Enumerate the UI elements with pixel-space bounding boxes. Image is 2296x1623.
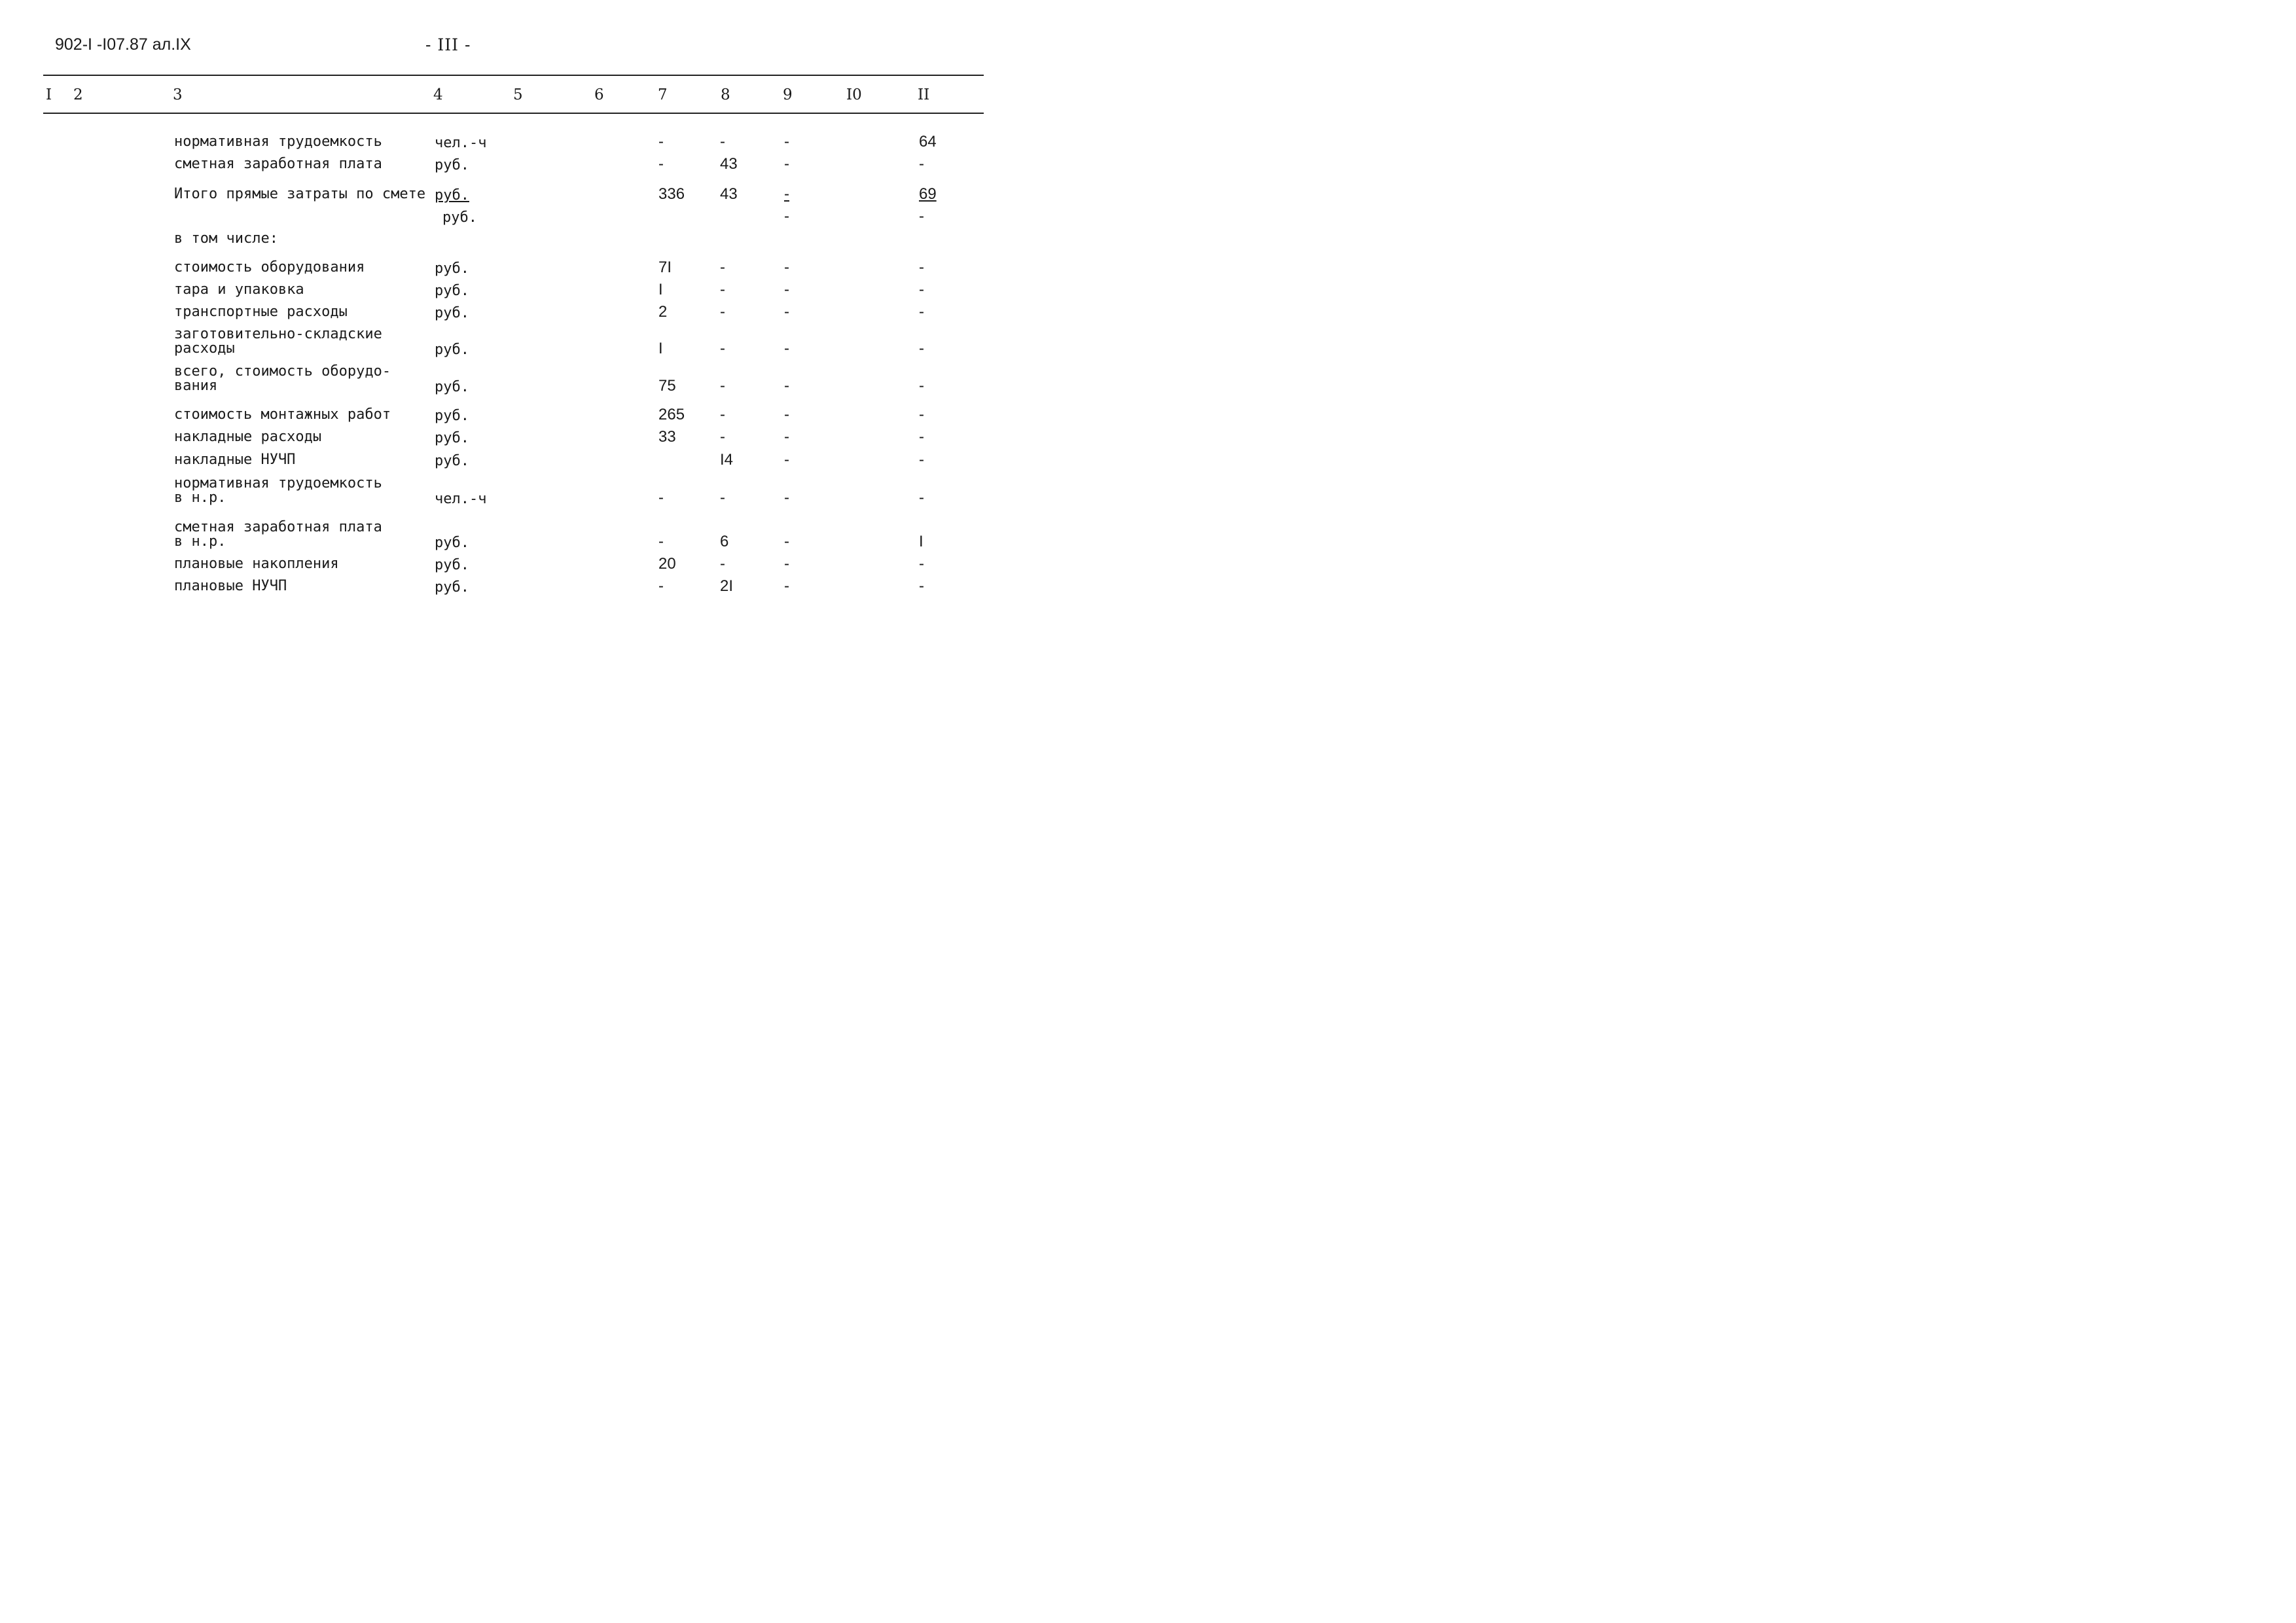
row-description: [174, 305, 348, 319]
row-description: [174, 453, 295, 467]
row-unit: руб.: [442, 209, 477, 226]
row-value-col7: -: [658, 155, 664, 173]
row-description-line: накладные НУЧП: [174, 452, 296, 468]
row-value-col11: -: [919, 406, 924, 423]
row-value-col7: -: [658, 577, 664, 595]
row-description-line: сметная заработная плата: [174, 156, 382, 172]
row-value-col7: -: [658, 133, 664, 151]
row-description-line: плановые НУЧП: [174, 578, 287, 594]
column-number-10: I0: [846, 86, 862, 103]
row-value-col11: -: [919, 489, 924, 507]
document-code: 902-I -I07.87 ал.IX: [55, 35, 191, 54]
row-value-col8: 2I: [720, 577, 734, 595]
row-value-col9: -: [784, 577, 789, 595]
row-value-col7: 33: [658, 428, 676, 446]
row-description-line: расходы: [174, 340, 235, 357]
column-number-1: I: [46, 86, 52, 103]
row-value-col8: -: [720, 133, 725, 151]
row-value-col9: -: [784, 259, 789, 276]
row-value-col8: -: [720, 489, 725, 507]
row-unit: руб.: [435, 430, 469, 446]
column-number-6: 6: [594, 86, 604, 103]
row-value-col7: I: [658, 340, 663, 357]
row-description: [174, 579, 287, 594]
row-value-col11: -: [919, 207, 924, 225]
row-description-line: плановые накопления: [174, 556, 339, 572]
row-unit: руб.: [435, 379, 469, 395]
row-value-col11: -: [919, 281, 924, 298]
row-value-col8: I4: [720, 451, 734, 469]
row-description-line: всего, стоимость оборудо-: [174, 363, 391, 380]
row-description-line: в н.р.: [174, 490, 226, 506]
row-description-line: заготовительно-складские: [174, 326, 382, 342]
row-value-col9: -: [784, 340, 789, 357]
row-unit: руб.: [435, 579, 469, 596]
row-value-col8: -: [720, 555, 725, 573]
row-value-col7: 20: [658, 555, 676, 573]
row-value-col8: -: [720, 303, 725, 321]
column-number-5: 5: [513, 86, 523, 103]
row-value-col7: -: [658, 489, 664, 507]
row-description: [174, 187, 425, 202]
row-value-col8: -: [720, 428, 725, 446]
row-value-col8: -: [720, 281, 725, 298]
row-description: [174, 557, 339, 571]
row-value-col11: I: [919, 533, 924, 550]
row-value-col8: 43: [720, 155, 738, 173]
row-unit: руб.: [435, 305, 469, 321]
row-description: [174, 135, 382, 149]
row-description: [174, 430, 321, 444]
row-value-col11: -: [919, 577, 924, 595]
row-value-col7: 2: [658, 303, 668, 321]
row-unit: руб.: [435, 453, 469, 469]
row-unit: руб.: [435, 535, 469, 551]
row-value-col8: -: [720, 340, 725, 357]
column-number-8: 8: [721, 86, 730, 103]
row-unit: руб.: [435, 157, 469, 173]
row-value-col9: -: [784, 377, 789, 395]
row-value-col9: -: [784, 533, 789, 550]
row-description-line: Итого прямые затраты по смете: [174, 186, 426, 202]
row-description-line: стоимость монтажных работ: [174, 406, 391, 423]
row-value-col8: 43: [720, 185, 738, 203]
row-value-col11: -: [919, 340, 924, 357]
table-top-rule: [43, 75, 984, 76]
row-value-col11: 69: [919, 185, 937, 203]
column-number-4: 4: [433, 86, 443, 103]
row-description: [174, 232, 278, 246]
row-description-line: нормативная трудоемкость: [174, 134, 382, 150]
row-unit: руб.: [435, 260, 469, 277]
row-unit: руб.: [435, 342, 469, 358]
row-value-col9: -: [784, 406, 789, 423]
row-unit: чел.-ч: [435, 491, 487, 507]
row-value-col9: -: [784, 555, 789, 573]
row-value-col9: -: [784, 428, 789, 446]
row-description-line: сметная заработная плата: [174, 519, 382, 535]
row-description-line: вания: [174, 378, 218, 394]
row-value-col11: 64: [919, 133, 937, 151]
row-description-line: в н.р.: [174, 533, 226, 550]
row-description: [174, 327, 382, 356]
column-number-7: 7: [658, 86, 668, 103]
row-value-col11: -: [919, 451, 924, 469]
row-description: [174, 365, 391, 393]
row-value-col9: -: [784, 489, 789, 507]
row-description: [174, 260, 365, 275]
row-description-line: тара и упаковка: [174, 281, 304, 298]
row-value-col11: -: [919, 428, 924, 446]
row-value-col11: -: [919, 303, 924, 321]
row-value-col8: -: [720, 377, 725, 395]
row-description-line: стоимость оборудования: [174, 259, 365, 276]
row-value-col7: 336: [658, 185, 685, 203]
row-description: [174, 157, 382, 171]
row-description: [174, 520, 382, 549]
row-unit: руб.: [435, 187, 469, 204]
row-value-col11: -: [919, 555, 924, 573]
row-unit: руб.: [435, 557, 469, 573]
row-value-col9: -: [784, 207, 789, 225]
row-unit: руб.: [435, 283, 469, 299]
row-value-col9: -: [784, 303, 789, 321]
table-header-rule: [43, 113, 984, 114]
row-value-col7: 7I: [658, 259, 672, 276]
row-value-col7: -: [658, 533, 664, 550]
row-value-col8: 6: [720, 533, 729, 550]
column-number-2: 2: [73, 86, 83, 103]
row-description: [174, 408, 391, 422]
row-value-col9: -: [784, 185, 789, 203]
row-description: [174, 476, 382, 505]
row-value-col9: -: [784, 155, 789, 173]
row-unit: руб.: [435, 408, 469, 424]
row-value-col7: 75: [658, 377, 676, 395]
row-description-line: нормативная трудоемкость: [174, 475, 382, 491]
column-number-3: 3: [173, 86, 183, 103]
row-value-col11: -: [919, 259, 924, 276]
row-value-col11: -: [919, 155, 924, 173]
row-value-col7: I: [658, 281, 663, 298]
row-description-line: в том числе:: [174, 230, 278, 247]
row-value-col7: 265: [658, 406, 685, 423]
row-description-line: транспортные расходы: [174, 304, 348, 320]
row-value-col9: -: [784, 133, 789, 151]
page-number: - III -: [425, 35, 471, 54]
row-description-line: накладные расходы: [174, 429, 322, 445]
row-value-col11: -: [919, 377, 924, 395]
row-value-col8: -: [720, 406, 725, 423]
row-value-col8: -: [720, 259, 725, 276]
row-value-col9: -: [784, 451, 789, 469]
column-number-11: II: [918, 86, 930, 103]
row-value-col9: -: [784, 281, 789, 298]
row-unit: чел.-ч: [435, 135, 487, 151]
column-number-9: 9: [783, 86, 793, 103]
row-description: [174, 283, 304, 297]
